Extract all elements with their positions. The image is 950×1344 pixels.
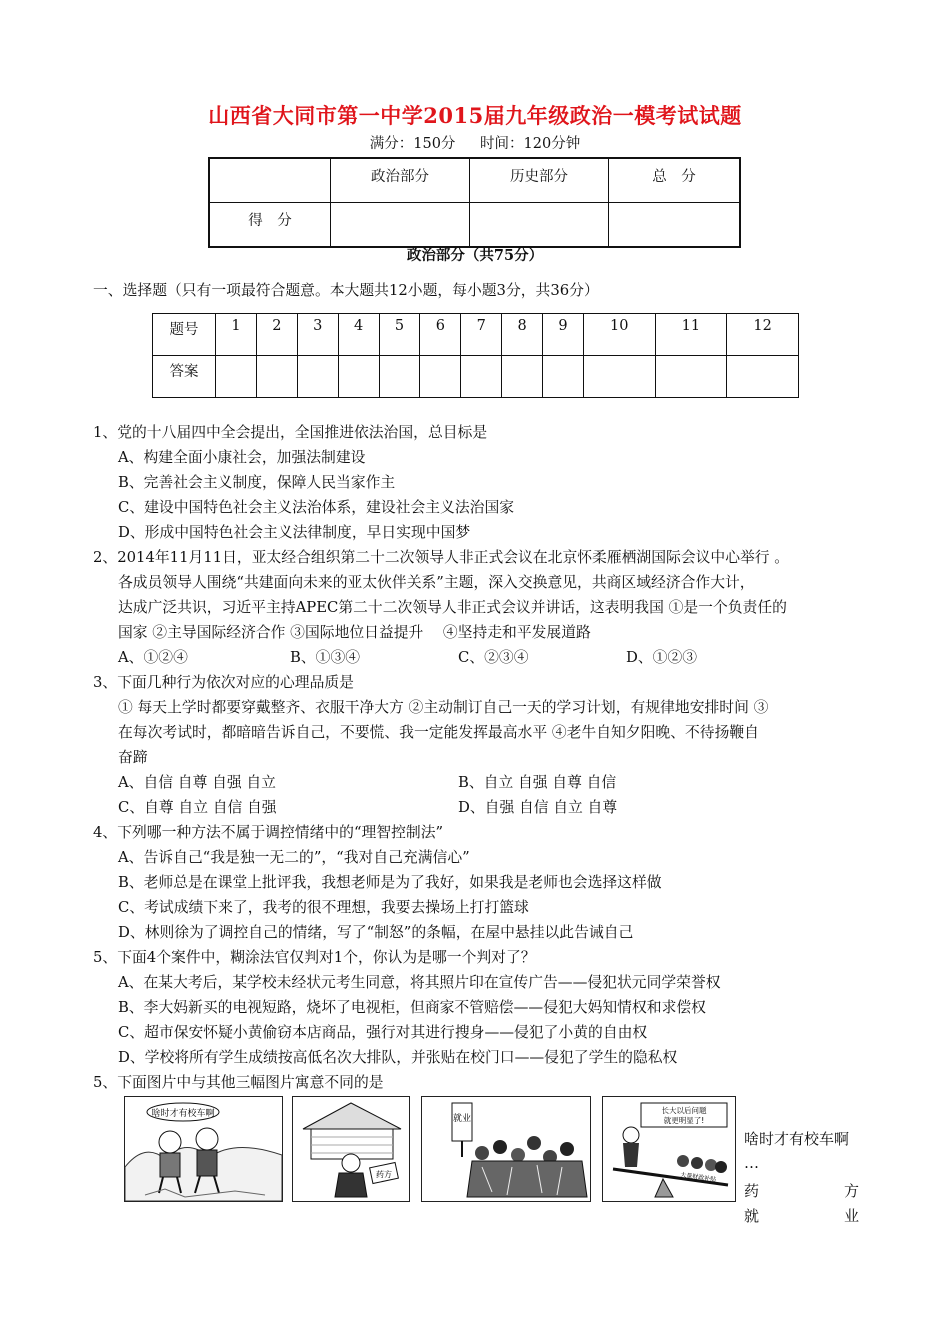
q5-option-d: D、学校将所有学生成绩按高低名次大排队，并张贴在校门口——侵犯了学生的隐私权 <box>118 1049 678 1066</box>
answer-cell[interactable] <box>543 356 584 398</box>
q4-option-c: C、考试成绩下来了，我考的很不理想，我要去操场上打打篮球 <box>118 899 529 916</box>
answer-cell[interactable] <box>502 356 543 398</box>
question-number: 7 <box>461 314 502 356</box>
q3-text-line2: 在每次考试时，都暗暗告诉自己，不要慌、我一定能发挥最高水平 ④老牛自知夕阳晚、不待扬鞭自 <box>118 724 759 741</box>
exam-info <box>0 132 950 153</box>
bubble-text: 啥时才有校车啊 <box>151 1109 215 1119</box>
answer-cell[interactable] <box>297 356 338 398</box>
answer-row-label: 答案 <box>153 356 216 398</box>
exam-time: 时间：120分钟 <box>480 136 581 152</box>
q2-option-b: B、①③④ <box>290 649 361 666</box>
score-cell-history[interactable] <box>470 203 609 248</box>
q2-option-d: D、①②③ <box>626 649 698 666</box>
answer-cell[interactable] <box>379 356 420 398</box>
q3-stem: 3、下面几种行为依次对应的心理品质是 <box>93 674 354 691</box>
answer-cell[interactable] <box>655 356 727 398</box>
seesaw-label: 大量财政补贴 <box>679 1171 717 1184</box>
side-caption-char: 药 <box>744 1182 760 1200</box>
score-table-corner <box>209 158 331 203</box>
question-number: 1 <box>216 314 257 356</box>
answer-cell[interactable] <box>420 356 461 398</box>
question-number: 9 <box>543 314 584 356</box>
side-caption-line2: … <box>744 1154 759 1172</box>
q1-stem: 1、党的十八届四中全会提出，全国推进依法治国，总目标是 <box>93 424 488 441</box>
q4-stem: 4、下列哪一种方法不属于调控情绪中的“理智控制法” <box>93 824 444 841</box>
answer-cell[interactable] <box>216 356 257 398</box>
q2-stem-line2: 各成员领导人围绕“共建面向未来的亚太伙伴关系”主题，深入交换意见，共商区域经济合作大计， <box>118 574 755 591</box>
q3-option-b: B、自立 自强 自尊 自信 <box>458 774 617 791</box>
part1-intro: 一、选择题（只有一项最符合题意。本大题共12小题，每小题3分，共36分） <box>93 282 599 299</box>
answer-cell[interactable] <box>256 356 297 398</box>
q3-text-line1: ① 每天上学时都要穿戴整齐、衣服干净大方 ②主动制订自己一天的学习计划，有规律地安排时间 ③ <box>118 699 769 716</box>
answer-cell[interactable] <box>583 356 655 398</box>
q2-option-c: C、②③④ <box>458 649 529 666</box>
section-title: 政治部分（共75分） <box>406 247 544 264</box>
q5-stem: 5、下面4个案件中，糊涂法官仅判对1个，你认为是哪一个判对了？ <box>93 949 536 966</box>
full-score: 满分：150分 <box>369 136 456 152</box>
q4-option-a: A、告诉自己“我是独一无二的”，“我对自己充满信心” <box>118 849 470 866</box>
q3-option-c: C、自尊 自立 自信 自强 <box>118 799 277 816</box>
q5-option-b: B、李大妈新买的电视短路，烧坏了电视柜，但商家不管赔偿——侵犯大妈知情权和求偿权 <box>118 999 706 1016</box>
cartoon-employment[interactable] <box>421 1096 591 1202</box>
q4-option-b: B、老师总是在课堂上批评我，我想老师是为了我好，如果我是老师也会选择这样做 <box>118 874 662 891</box>
question-number: 8 <box>502 314 543 356</box>
q1-option-a: A、构建全面小康社会，加强法制建设 <box>118 449 366 466</box>
q3-option-d: D、自强 自信 自立 自尊 <box>458 799 618 816</box>
q2-stem-line1: 2、2014年11月11日，亚太经合组织第二十二次领导人非正式会议在北京怀柔雁栖湖国际会议中心举行 。 <box>93 549 790 566</box>
q6-stem: 5、下面图片中与其他三幅图片寓意不同的是 <box>93 1074 384 1091</box>
side-caption-char: 就 <box>744 1207 760 1225</box>
question-number: 10 <box>583 314 655 356</box>
page-title: 山西省大同市第一中学2015届九年级政治一模考试试题 <box>208 103 742 128</box>
q2-stem-line3: 达成广泛共识，习近平主持APEC第二十二次领导人非正式会议并讲话，这表明我国 ①是一个负责任的 <box>118 599 787 616</box>
question-number: 6 <box>420 314 461 356</box>
q1-option-c: C、建设中国特色社会主义法治体系，建设社会主义法治国家 <box>118 499 515 516</box>
q2-option-a: A、①②④ <box>118 649 188 666</box>
side-caption-line1: 啥时才有校车啊 <box>744 1130 850 1148</box>
cartoon-seesaw[interactable] <box>602 1096 736 1202</box>
answer-cell[interactable] <box>338 356 379 398</box>
answer-cell[interactable] <box>461 356 502 398</box>
question-number: 3 <box>297 314 338 356</box>
question-number: 4 <box>338 314 379 356</box>
cartoon-house-burden[interactable] <box>292 1096 410 1202</box>
score-cell-total[interactable] <box>609 203 741 248</box>
sign-text-medicine: 药方 <box>376 1170 392 1179</box>
cartoon-school-bus[interactable] <box>124 1096 283 1202</box>
q5-option-c: C、超市保安怀疑小黄偷窃本店商品，强行对其进行搜身——侵犯了小黄的自由权 <box>118 1024 648 1041</box>
question-number: 5 <box>379 314 420 356</box>
question-number: 11 <box>655 314 727 356</box>
score-cell-politics[interactable] <box>331 203 470 248</box>
q2-stem-line4: 国家 ②主导国际经济合作 ③国际地位日益提升 ④坚持走和平发展道路 <box>118 624 591 641</box>
q5-option-a: A、在某大考后，某学校未经状元考生同意，将其照片印在宣传广告——侵犯状元同学荣誉权 <box>118 974 721 991</box>
score-header-total: 总 分 <box>609 158 741 203</box>
q4-option-d: D、林则徐为了调控自己的情绪，写了“制怒”的条幅，在屋中悬挂以此告诫自己 <box>118 924 634 941</box>
side-caption-char: 方 <box>844 1182 860 1200</box>
bubble-text-line2: 就更明显了! <box>663 1116 705 1125</box>
answer-table <box>152 313 799 398</box>
answer-cell[interactable] <box>727 356 799 398</box>
bubble-text-line1: 长大以后问题 <box>661 1106 707 1115</box>
side-caption-char: 业 <box>844 1207 860 1225</box>
q1-option-b: B、完善社会主义制度，保障人民当家作主 <box>118 474 396 491</box>
q3-text-line3: 奋蹄 <box>118 749 148 766</box>
answer-row-label-number: 题号 <box>153 314 216 356</box>
question-number: 12 <box>727 314 799 356</box>
score-header-politics: 政治部分 <box>331 158 470 203</box>
score-row-label: 得 分 <box>209 203 331 248</box>
q1-option-d: D、形成中国特色社会主义法律制度，早日实现中国梦 <box>118 524 471 541</box>
score-header-history: 历史部分 <box>470 158 609 203</box>
sign-text-employment: 就业 <box>452 1114 472 1124</box>
q3-option-a: A、自信 自尊 自强 自立 <box>118 774 276 791</box>
question-number: 2 <box>256 314 297 356</box>
score-table <box>208 157 741 248</box>
